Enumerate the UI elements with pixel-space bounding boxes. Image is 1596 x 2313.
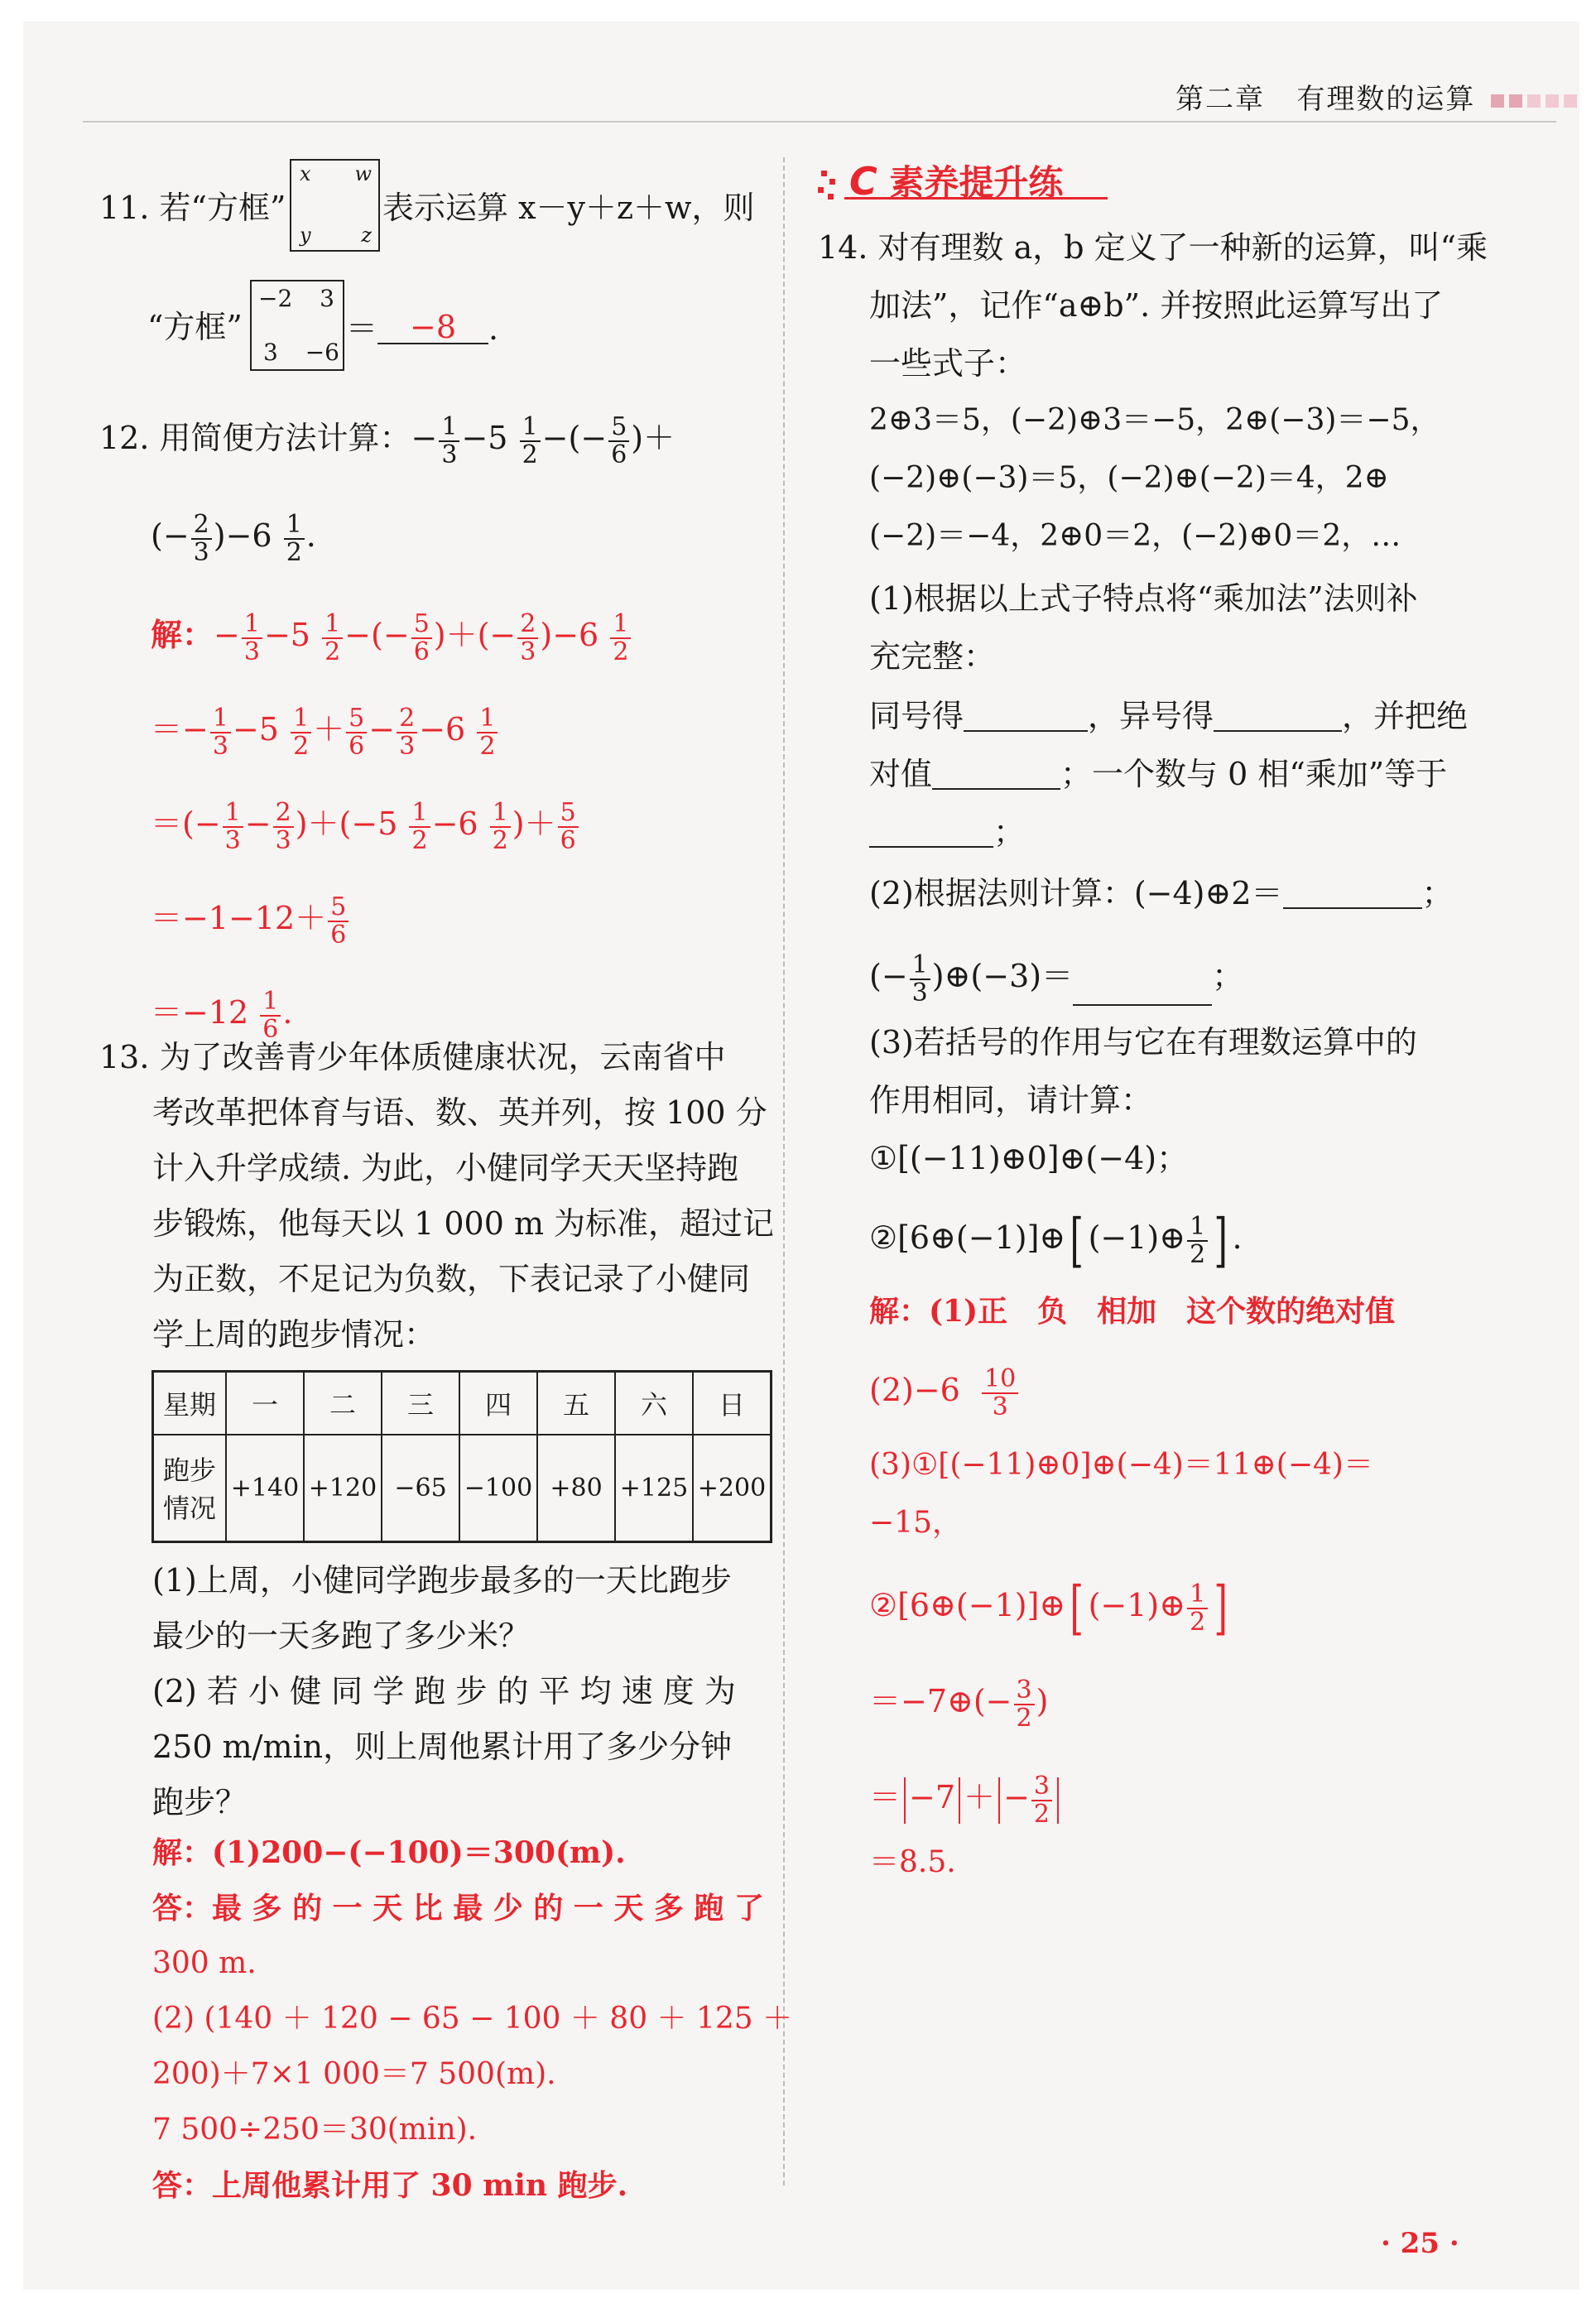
num: 1 <box>520 414 541 442</box>
p: − <box>368 711 396 748</box>
q14-p3a: ①[(−11)⊕0]⊕(−4)； <box>869 1140 1189 1176</box>
q13-p1-line: (1)上周，小健同学跑步最多的一天比跑步 <box>152 1562 732 1599</box>
q13-line: 计入升学成绩. 为此，小健同学天天坚持跑 <box>152 1150 739 1186</box>
sol-label: 解： <box>151 616 214 653</box>
t: (2)根据法则计算：(−4)⊕2＝ <box>869 875 1283 911</box>
num: 1 <box>490 800 511 828</box>
t: ，异号得 <box>1088 698 1214 734</box>
q12-text: 12. 用简便方法计算： <box>99 420 411 456</box>
num: 1 <box>210 705 231 733</box>
table-cell: +125 <box>615 1435 693 1542</box>
den: 3 <box>224 825 241 855</box>
q14-line: (−2)⊕(−3)＝5，(−2)⊕(−2)＝4，2⊕ <box>869 461 1389 495</box>
q11-box1 <box>290 159 380 252</box>
den: 2 <box>522 440 538 469</box>
q13-sol-line: 300 m. <box>152 1946 257 1980</box>
fraction <box>284 512 305 565</box>
q12-l1-p3: −(− <box>541 420 608 456</box>
decor-square-icon <box>1564 94 1577 108</box>
fraction <box>242 611 262 665</box>
num: 1 <box>284 512 305 540</box>
fraction <box>517 611 538 665</box>
num: 1 <box>1187 1214 1208 1242</box>
fraction <box>477 705 498 759</box>
table-header-cell: 三 <box>382 1372 459 1435</box>
bracket-close: ] <box>1214 1206 1228 1274</box>
chapter-title: 有理数的运算 <box>1296 83 1476 116</box>
t: )⊕(−3)＝ <box>931 958 1074 994</box>
num: 10 <box>982 1366 1018 1394</box>
q11-answer: −8 <box>410 309 457 345</box>
q13-line: 为正数，不足记为负数，下表记录了小健同 <box>152 1261 751 1297</box>
running-table <box>151 1370 772 1543</box>
t: (−1)⊕ <box>1088 1219 1186 1256</box>
num: 5 <box>328 894 349 922</box>
q12-sol-line3 <box>151 800 580 854</box>
q11-line1 <box>99 192 286 224</box>
q12-sol-line2 <box>151 705 499 759</box>
table-header-cell: 二 <box>304 1372 382 1435</box>
q12-sol-line4 <box>151 894 350 948</box>
den: 3 <box>520 637 536 666</box>
running-header <box>1175 76 1577 117</box>
q14-sol3b: −15， <box>869 1506 962 1540</box>
num: 1 <box>439 414 459 442</box>
den: 2 <box>1016 1703 1032 1733</box>
q13-p2-line: 跑步？ <box>152 1784 248 1820</box>
p: )＋ <box>512 805 556 842</box>
q11-answer-line <box>346 309 499 347</box>
num: 2 <box>191 512 212 540</box>
q11-end: . <box>488 310 499 347</box>
num: 1 <box>291 705 311 733</box>
q13-sol-line: 7 500÷250＝30(min). <box>152 2113 478 2147</box>
t: (−1)⊕ <box>1088 1587 1186 1623</box>
q14-sol1: 解：(1)正 负 相加 这个数的绝对值 <box>869 1294 1396 1329</box>
den: 2 <box>613 637 629 666</box>
abs-bar <box>1057 1777 1059 1824</box>
q11-box2 <box>250 280 344 371</box>
num: 1 <box>223 800 243 828</box>
den: 6 <box>413 637 430 666</box>
fraction <box>439 414 459 468</box>
column-divider <box>783 157 785 2186</box>
t: − <box>1003 1779 1030 1815</box>
fraction <box>910 952 930 1006</box>
q12-l2-p2: )−6 <box>213 517 272 554</box>
p: −6 <box>419 711 466 748</box>
fraction <box>322 611 343 665</box>
table-cell: +80 <box>537 1435 615 1542</box>
fraction <box>397 705 417 759</box>
den: 2 <box>479 731 496 761</box>
fraction <box>1031 1773 1052 1827</box>
q14-line: 14. 对有理数 a，b 定义了一种新的运算，叫“乘 <box>818 229 1488 266</box>
den: 2 <box>293 731 310 761</box>
q13-sol-line: 200)＋7×1 000＝7 500(m). <box>152 2057 556 2091</box>
num: 3 <box>1031 1773 1052 1801</box>
bracket-open: [ <box>1070 1206 1084 1274</box>
t: ②[6⊕(−1)]⊕ <box>869 1219 1066 1256</box>
q14-p2-line2 <box>869 952 1243 1006</box>
den: 3 <box>441 440 458 469</box>
blank-input[interactable] <box>1073 973 1212 1006</box>
q14-p3b <box>869 1206 1243 1274</box>
t: ＋ <box>964 1779 996 1815</box>
table-row-label <box>153 1435 227 1542</box>
q12-l1-m: − <box>411 420 438 456</box>
q14-sol4 <box>869 1574 1232 1642</box>
num: 1 <box>242 611 262 639</box>
decor-square-icon <box>1546 94 1559 108</box>
q14-line: 加法”，记作“a⊕b”. 并按照此运算写出了 <box>869 287 1444 324</box>
table-cell: −65 <box>382 1435 459 1542</box>
fraction <box>223 800 243 854</box>
q14-fill-line2 <box>869 757 1447 790</box>
table-header-cell: 日 <box>693 1372 772 1435</box>
num: 1 <box>322 611 343 639</box>
box2-tr: 3 <box>320 285 334 312</box>
t: ，并把绝 <box>1342 698 1469 734</box>
den: 2 <box>286 537 302 567</box>
den: 6 <box>330 920 347 950</box>
q13-line: 学上周的跑步情况： <box>152 1316 436 1353</box>
den: 3 <box>399 731 416 761</box>
bracket-close: ] <box>1214 1574 1228 1642</box>
t: ； <box>1212 958 1244 994</box>
q13-sol-line: 答：上周他累计用了 30 min 跑步. <box>152 2168 628 2203</box>
q13-p2-line: 250 m/min，则上周他累计用了多少分钟 <box>152 1729 733 1765</box>
q13-sol-line: 解：(1)200−(−100)＝300(m). <box>152 1835 626 1870</box>
blank-input[interactable] <box>1283 876 1422 909</box>
abs-bar <box>904 1777 906 1824</box>
q11-blank <box>377 311 488 344</box>
fraction <box>982 1366 1018 1420</box>
fraction <box>1187 1581 1208 1635</box>
q11-text-a: 11. 若“方框” <box>99 190 286 226</box>
q14-sol5 <box>869 1677 1048 1731</box>
p: ＋ <box>313 711 345 748</box>
section-underline <box>844 197 1108 200</box>
q12-sol-line1 <box>151 611 632 665</box>
num: 5 <box>411 611 432 639</box>
fraction <box>291 705 311 759</box>
q13-line: 考改革把体育与语、数、英并列，按 100 分 <box>152 1094 767 1131</box>
den: 6 <box>560 825 576 855</box>
box1-bl: y <box>300 224 311 247</box>
num: 5 <box>558 800 579 828</box>
p: )＋(−5 <box>295 805 398 842</box>
t: (− <box>869 958 908 994</box>
num: 2 <box>517 611 538 639</box>
t: ； <box>1421 875 1454 911</box>
den: 3 <box>911 978 928 1007</box>
blank-input[interactable] <box>1214 699 1342 732</box>
den: 3 <box>193 537 209 567</box>
p: ＝−12 <box>151 994 249 1031</box>
t: ＝ <box>869 1779 901 1815</box>
p: −5 <box>263 617 310 653</box>
q13-sol-line: 答：最 多 的 一 天 比 最 少 的 一 天 多 跑 了 <box>152 1891 764 1926</box>
q13-p1-line: 最少的一天多跑了多少米？ <box>152 1618 531 1654</box>
t: 对值 <box>869 756 933 792</box>
table-header-cell: 五 <box>537 1372 615 1435</box>
table-cell: −100 <box>459 1435 537 1542</box>
num: 2 <box>397 705 417 733</box>
t: ②[6⊕(−1)]⊕ <box>869 1587 1066 1623</box>
den: 3 <box>212 731 228 761</box>
section-title-text: 素养提升练 <box>889 162 1064 203</box>
q14-line: 充完整： <box>869 638 996 675</box>
num: 1 <box>910 952 930 980</box>
p: ＝− <box>151 711 209 748</box>
t: ＝−7⊕(− <box>869 1683 1012 1719</box>
t: 同号得 <box>869 698 964 734</box>
p: ＝(− <box>151 805 221 842</box>
p: . <box>282 994 293 1031</box>
t: ；一个数与 0 相“乘加”等于 <box>1060 756 1448 792</box>
num: 5 <box>346 705 367 733</box>
table-header-cell: 一 <box>226 1372 304 1435</box>
table-cell: +140 <box>226 1435 304 1542</box>
section-letter: C <box>849 159 877 204</box>
p: ＝−1−12＋ <box>151 900 327 936</box>
p: − <box>214 617 240 653</box>
den: 2 <box>1190 1239 1206 1269</box>
p: )−6 <box>540 617 599 653</box>
table-cell: +120 <box>304 1435 382 1542</box>
box2-bl: 3 <box>263 339 278 366</box>
row-label-2: 情况 <box>162 1493 216 1525</box>
box1-br: z <box>361 224 372 247</box>
fraction <box>490 800 511 854</box>
den: 2 <box>1190 1607 1206 1637</box>
fraction <box>273 800 294 854</box>
p: − <box>244 805 272 842</box>
num: 1 <box>610 611 631 639</box>
num: 1 <box>1187 1581 1208 1609</box>
abs-bar <box>959 1777 960 1824</box>
header-rule <box>83 121 1556 123</box>
q14-fill-line1 <box>869 699 1468 732</box>
fraction <box>346 705 367 759</box>
q14-line: 一些式子： <box>869 345 1027 382</box>
num: 5 <box>608 414 629 442</box>
den: 2 <box>324 637 341 666</box>
den: 3 <box>243 637 260 666</box>
fraction <box>610 611 631 665</box>
den: 2 <box>1033 1799 1050 1829</box>
blank-input[interactable] <box>964 699 1088 732</box>
box1-tr: w <box>354 162 372 185</box>
fraction <box>1187 1214 1208 1267</box>
table-cell: +200 <box>693 1435 772 1542</box>
p: −5 <box>232 711 279 748</box>
q14-p3-line: 作用相同，请计算： <box>869 1082 1153 1118</box>
t: ； <box>993 814 1026 850</box>
t: −7 <box>909 1779 956 1815</box>
q14-sol3: (3)①[(−11)⊕0]⊕(−4)＝11⊕(−4)＝ <box>869 1448 1373 1482</box>
blank-input[interactable] <box>932 757 1060 790</box>
q14-line: (−2)＝−4，2⊕0＝2，(−2)⊕0＝2，… <box>869 519 1401 553</box>
den: 6 <box>611 440 627 469</box>
fraction <box>608 414 629 468</box>
q11-eq: ＝ <box>346 310 378 347</box>
decor-square-icon <box>1527 94 1541 108</box>
abs-bar <box>998 1777 1000 1824</box>
bracket-open: [ <box>1070 1574 1084 1642</box>
den: 6 <box>349 731 365 761</box>
q14-sol6 <box>869 1773 1062 1827</box>
q14-sol2 <box>869 1366 1020 1420</box>
fraction <box>409 800 430 854</box>
table-header-cell: 六 <box>615 1372 693 1435</box>
num: 1 <box>409 800 430 828</box>
p: )＋(− <box>433 617 517 653</box>
q13-line: 步锻炼，他每天以 1 000 m 为标准，超过记 <box>152 1205 775 1242</box>
fraction <box>1014 1677 1035 1731</box>
q14-p3-line: (3)若括号的作用与它在有理数运算中的 <box>869 1024 1417 1060</box>
den: 6 <box>262 1014 279 1044</box>
num: 1 <box>260 988 281 1017</box>
fraction <box>558 800 579 854</box>
t: (2)−6 <box>869 1372 960 1408</box>
q14-fill-line3 <box>869 815 1025 848</box>
chapter-label: 第二章 <box>1175 83 1265 116</box>
num: 3 <box>1014 1677 1035 1705</box>
q14-line: 2⊕3＝5，(−2)⊕3＝−5，2⊕(−3)＝−5， <box>869 403 1440 437</box>
num: 1 <box>477 705 498 733</box>
fraction <box>191 512 212 565</box>
den: 2 <box>411 825 428 855</box>
p: −(− <box>344 617 410 653</box>
box1-tl: x <box>300 162 311 185</box>
q11-text-b: 表示运算 x－y＋z＋w，则 <box>382 190 755 226</box>
q13-line: 13. 为了改善青少年体质健康状况，云南省中 <box>99 1039 726 1075</box>
q11-text-c: “方框” <box>147 309 243 345</box>
fraction <box>210 705 231 759</box>
decor-square-icon <box>1491 94 1504 108</box>
q14-p2-line1 <box>869 876 1454 909</box>
den: 2 <box>492 825 508 855</box>
q12-l2-p3: . <box>305 517 316 554</box>
table-header-cell: 四 <box>459 1372 537 1435</box>
den: 3 <box>275 825 291 855</box>
q12-l2-p1: (− <box>151 517 190 554</box>
box2-tl: −2 <box>258 285 293 312</box>
fraction <box>260 988 281 1042</box>
row-label-1: 跑步 <box>162 1455 216 1487</box>
decor-square-icon <box>1509 94 1522 108</box>
q13-p2-line: (2) 若 小 健 同 学 跑 步 的 平 均 速 度 为 <box>152 1673 736 1710</box>
den: 3 <box>992 1392 1008 1421</box>
q14-line: (1)根据以上式子特点将“乘加法”法则补 <box>869 580 1418 617</box>
q12-l1-p2: −5 <box>461 420 508 456</box>
p: −6 <box>431 805 478 842</box>
q12-sol-line5 <box>151 988 292 1042</box>
q13-sol-line: (2) (140 ＋ 120 − 65 − 100 ＋ 80 ＋ 125 ＋ <box>152 2002 793 2036</box>
fraction <box>520 414 541 468</box>
fraction <box>411 611 432 665</box>
num: 2 <box>273 800 294 828</box>
q12-line2 <box>151 512 316 565</box>
table-header-cell: 星期 <box>153 1372 227 1435</box>
fraction <box>328 894 349 948</box>
t: . <box>1232 1219 1243 1256</box>
q14-sol7: ＝8.5. <box>869 1845 956 1879</box>
t: ) <box>1036 1683 1049 1719</box>
page-number: · 25 · <box>1381 2227 1459 2260</box>
q12-l1-p4: )＋ <box>631 420 675 456</box>
box2-br: −6 <box>305 339 339 366</box>
blank-input[interactable] <box>869 815 993 848</box>
q12-line1 <box>99 414 675 468</box>
